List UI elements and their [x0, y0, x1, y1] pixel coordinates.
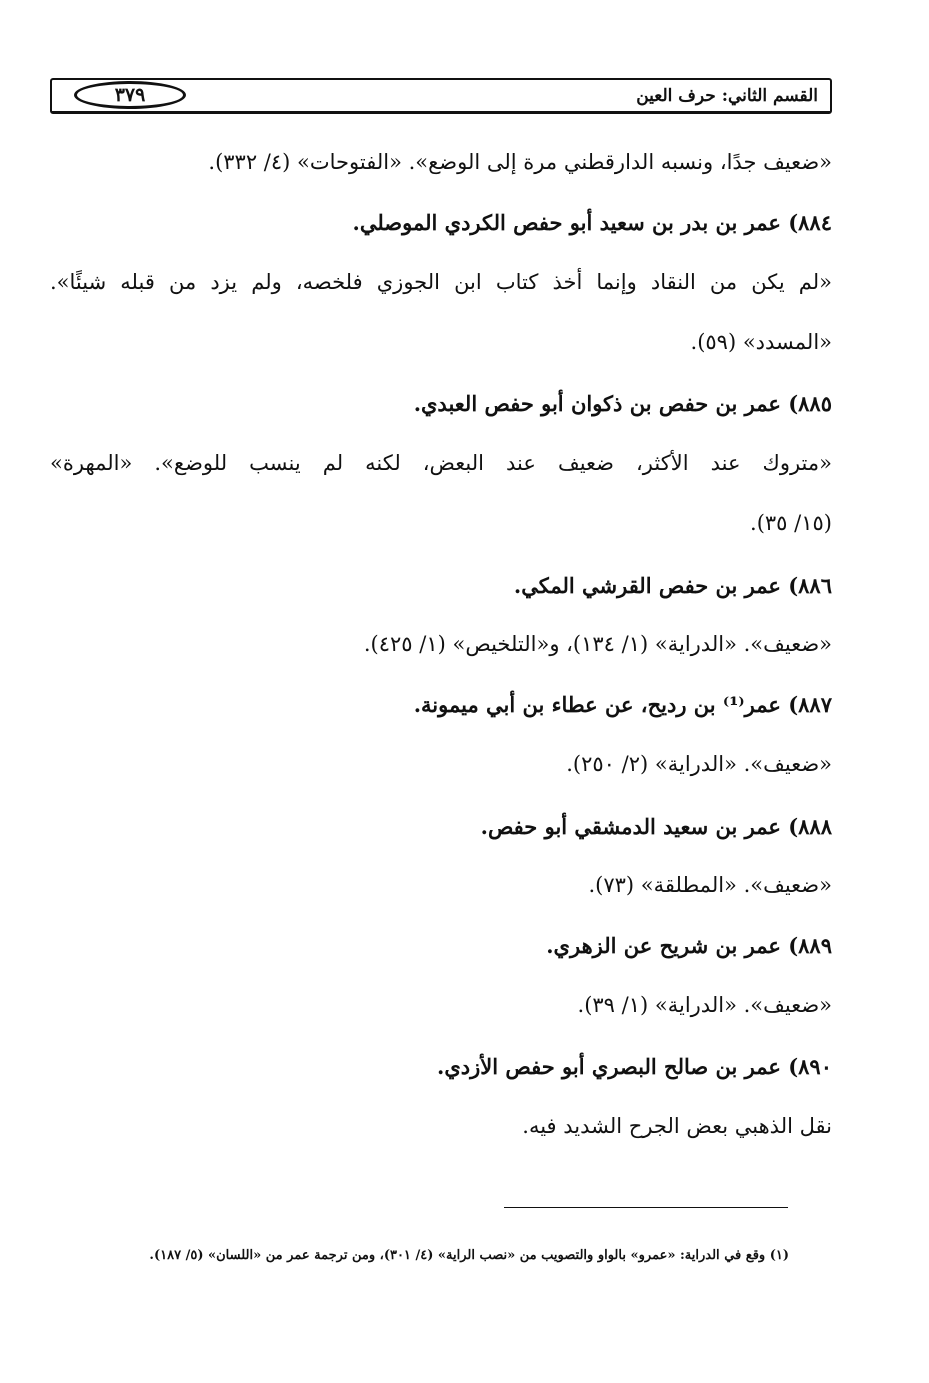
section-title: القسم الثاني: حرف العين: [636, 86, 818, 106]
text-line: «ضعيف». «الدراية» (٢/ ٢٥٠).: [566, 752, 832, 776]
entry-heading-886: ٨٨٦) عمر بن حفص القرشي المكي.: [513, 573, 832, 598]
entry-heading-885: ٨٨٥) عمر بن حفص بن ذكوان أبو حفص العبدي.: [413, 391, 832, 416]
footnote-divider: [504, 1207, 788, 1208]
entry-heading-890: ٨٩٠) عمر بن صالح البصري أبو حفص الأزدي.: [437, 1054, 832, 1079]
running-header: [50, 78, 832, 114]
page-number: ٣٧٩: [74, 81, 186, 109]
text-line: نقل الذهبي بعض الجرح الشديد فيه.: [522, 1114, 832, 1138]
text-line: «متروك عند الأكثر، ضعيف عند البعض، لكنه لم ينسب للوضع». «المهرة»: [50, 451, 832, 475]
entry-heading-887: ٨٨٧) عمر⁽¹⁾ بن رديح، عن عطاء بن أبي ميمونة.: [413, 692, 832, 717]
entry-heading-888: ٨٨٨) عمر بن سعيد الدمشقي أبو حفص.: [480, 814, 832, 839]
text-line: «ضعيف جدًا، ونسبه الدارقطني مرة إلى الوضع». «الفتوحات» (٤/ ٣٣٢).: [208, 150, 832, 174]
text-line: «لم يكن من النقاد وإنما أخذ كتاب ابن الجوزي فلخصه، ولم يزد من قبله شيئًا».: [50, 270, 832, 294]
entry-heading-884: ٨٨٤) عمر بن بدر بن سعيد أبو حفص الكردي الموصلي.: [352, 210, 832, 235]
text-line: «ضعيف». «المطلقة» (٧٣).: [588, 873, 832, 897]
text-line: (١٥/ ٣٥).: [750, 511, 832, 535]
text-line: «ضعيف». «الدراية» (١/ ٣٩).: [577, 993, 832, 1017]
text-line: «ضعيف». «الدراية» (١/ ١٣٤)، و«التلخيص» (١/ ٤٢٥).: [363, 632, 832, 656]
footnote: (١) وقع في الدراية: «عمرو» بالواو والتصويب من «نصب الراية» (٤/ ٣٠١)، ومن ترجمة عمر من «اللسان» (٥/ ١٨٧).: [149, 1248, 789, 1263]
text-line: «المسدد» (٥٩).: [690, 330, 832, 354]
entry-heading-889: ٨٨٩) عمر بن شريح عن الزهري.: [546, 933, 832, 958]
